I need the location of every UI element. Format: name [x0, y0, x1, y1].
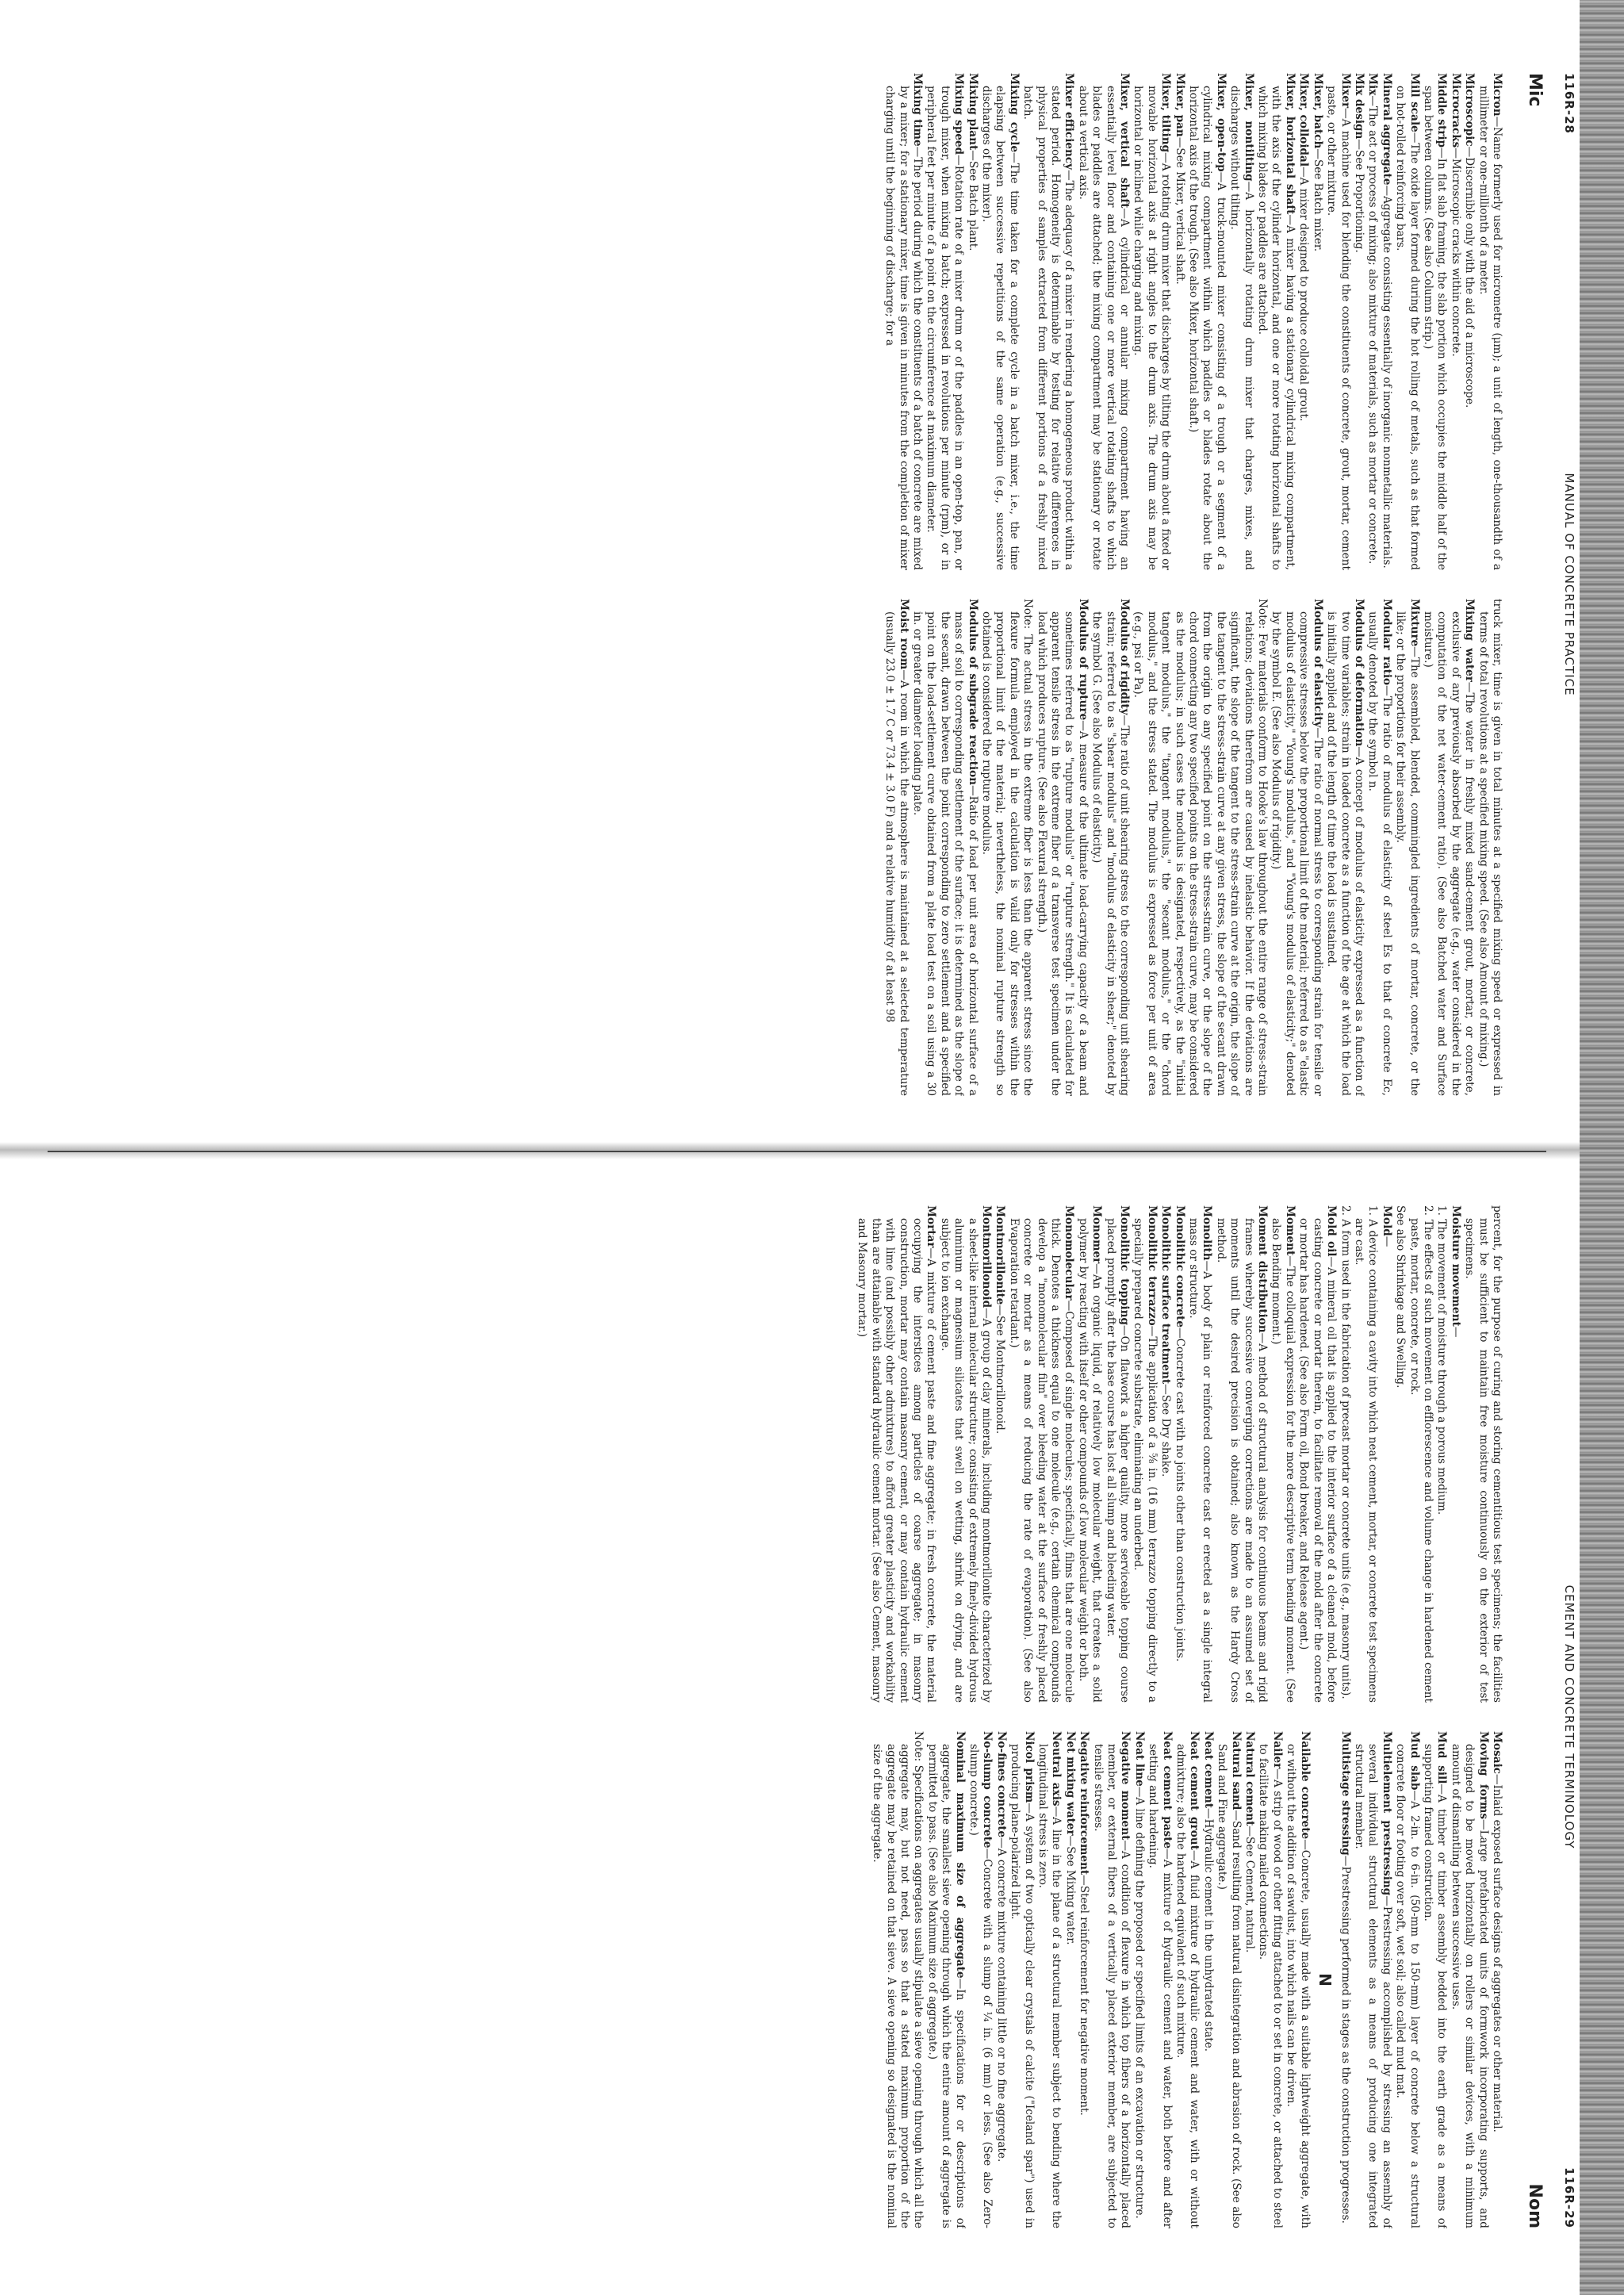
right-page-number: 116R-29 — [1562, 2167, 1576, 2228]
glossary-term: Mortar — [925, 1205, 938, 1248]
glossary-entry — [1132, 1731, 1145, 2228]
glossary-term: Monolithic surface treatment — [1159, 1205, 1173, 1385]
glossary-definition: —Concrete, usually made with a suitable lightweight aggregate, with or without the addition of sawdust, into which nails can be driven. — [1285, 1744, 1312, 2228]
glossary-term: Mixer, tilting — [1159, 73, 1173, 153]
glossary-entry — [1462, 1205, 1503, 1703]
glossary-entry — [1174, 1731, 1201, 2228]
glossary-entry — [1490, 1731, 1503, 2228]
glossary-term: Modulus of deformation — [1352, 599, 1365, 747]
glossary-entry — [1243, 1731, 1256, 2228]
glossary-definition: percent, for the purpose of curing and storing cementitious test specimens; the facilities must be sufficient to maintain free moisture continuously on the exterior of test specimens. — [1463, 1205, 1503, 1703]
glossary-term: Moment distribution — [1256, 1205, 1270, 1333]
glossary-definition: —A concrete mixture containing little or no fine aggregate. — [994, 1837, 1008, 2163]
glossary-definition: Note: The actual stress in the extreme fiber is less than the apparent stress since the flexure formula employed in the calculation is valid only for stresses within the proportional limit of the material; nevertheless, the nominal rupture strength so obtained is considered the rupture modulus. — [979, 599, 1035, 1096]
glossary-entry — [1255, 73, 1297, 570]
right-running-title: CEMENT AND CONCRETE TERMINOLOGY — [1562, 1584, 1576, 1849]
glossary-entry — [993, 1205, 1006, 1703]
glossary-entry — [1006, 1205, 1075, 1703]
glossary-entry — [1075, 73, 1131, 570]
glossary-definition: truck mixer, time is given in total minutes at a specified mixing speed or expressed in terms of total revolutions at a specified mixing speed. (See also Amount of mixing.) — [1477, 599, 1503, 1096]
glossary-definition: See also Shrinkage and Swelling. — [1394, 1205, 1408, 1389]
glossary-entry — [1448, 1731, 1489, 2228]
glossary-term: Negative moment — [1119, 1731, 1132, 1841]
glossary-term: Negative reinforcement — [1078, 1731, 1091, 1875]
glossary-entry — [1021, 73, 1076, 570]
glossary-definition: —The application of a ⅝ in. (16 mm) terrazzo topping directly to a specially prepared concrete substrate, eliminating an underbed. — [1132, 1218, 1159, 1703]
glossary-entry — [1269, 1205, 1297, 1703]
glossary-entry — [1186, 1205, 1214, 1703]
glossary-definition: —A rotating drum mixer that discharges by tilting the drum about a fixed or movable horizontal axis at right angles to the drum axis. The drum axis may be horizontal or inclined while charging and mixing. — [1132, 86, 1173, 570]
glossary-definition: —A cylindrical or annular mixing compartment having an essentially level floor and containing one or more vertical rotating shafts to which blades or paddles are attached; the mixing compartment may be stationary or rotate about a vertical axis. — [1076, 86, 1132, 570]
glossary-entry — [1338, 1731, 1351, 2228]
glossary-entry — [1365, 73, 1379, 570]
glossary-definition: —See Cement, natural. — [1243, 1826, 1257, 1953]
glossary-entry — [925, 1731, 966, 2228]
glossary-entry — [1324, 599, 1365, 1096]
glossary-term: Net mixing water — [1063, 1731, 1077, 1836]
glossary-term: Mud sill — [1435, 1731, 1449, 1784]
glossary-entry — [1201, 1731, 1214, 2228]
glossary-entry — [1075, 1205, 1103, 1703]
glossary-definition: —In flat slab framing, the slab portion which occupies the middle half of the span between columns. (See also Column strip.) — [1421, 86, 1449, 570]
glossary-term: Mosaic — [1491, 1731, 1503, 1775]
glossary-term: Microscopic — [1463, 73, 1477, 147]
glossary-definition: —A fluid mixture of hydraulic cement and water, with or without admixture; also the hardened equivalent of such mixture. — [1174, 1744, 1201, 2228]
glossary-entry — [1159, 1205, 1172, 1703]
glossary-term: Mixer, batch — [1311, 73, 1324, 149]
glossary-entry — [1008, 1731, 1036, 2228]
glossary-term: Moving forms — [1477, 1731, 1490, 1819]
glossary-entry — [1421, 1731, 1449, 2228]
left-guide-word: Mic — [1525, 73, 1545, 107]
right-page — [102, 1205, 1576, 2228]
glossary-entry — [965, 73, 979, 570]
glossary-term: Moment — [1283, 1205, 1297, 1256]
glossary-definition: —See Batch mixer. — [1311, 148, 1324, 252]
glossary-entry — [1131, 599, 1269, 1096]
glossary-entry — [1063, 1731, 1076, 2228]
glossary-term: Mold — [1380, 1205, 1393, 1236]
glossary-term: Mixing water — [1463, 599, 1477, 682]
glossary-definition: —See Mixing water. — [1063, 1835, 1077, 1945]
glossary-term: Natural cement — [1243, 1731, 1257, 1826]
glossary-definition: —See Proportioning. — [1352, 139, 1365, 253]
glossary-definition: —Prestressing accomplished by stressing an assembly of several individual structural elements as a means of producing one integrated structural member. — [1352, 1744, 1393, 2228]
glossary-definition: —Rotation rate of a mixer drum or of the paddles in an open-top, pan, or trough mixer, when mixing a batch; expressed in revolutions per minute (rpm), or in peripheral feet per minute of a point on the circumference at maximum diameter. — [925, 86, 966, 570]
glossary-term: Mixing time — [910, 73, 924, 147]
glossary-definition: —The ratio of normal stress to corresponding strain for tensile or compressive stresses below the proportional limit of the material; referred to as "elastic modulus of elasticity," "Young's modulus," and "Young's modulus of elasticity;" denoted by the symbol E. (See also Modulus of rigidity.) — [1270, 611, 1324, 1096]
glossary-term: Mix design — [1352, 73, 1365, 140]
glossary-entry — [1186, 73, 1228, 570]
glossary-term: Mixer, colloidal — [1297, 73, 1311, 167]
glossary-definition: —Aggregate consisting essentially of inorganic nonmetallic materials. — [1380, 185, 1393, 569]
glossary-definition: —Composed of single molecules; specifically, films that are one molecule thick. Denotes a thickness equal to one molecule (e.g., certain chemical compounds develop a "monomolecular film" over bleeding water at the surface of freshly placed concrete or mortar as a means of reducing the rate of evaporation). (See also Evaporation retardant.) — [1007, 1218, 1076, 1703]
glossary-term: Neat cement — [1201, 1731, 1215, 1809]
glossary-entry — [1434, 1205, 1448, 1703]
left-running-head — [1553, 73, 1576, 1096]
glossary-definition: —A line in the plane of a structural member subject to bending where the longitudinal stress is zero. — [1036, 1744, 1063, 2228]
left-page-columns — [102, 73, 1503, 1096]
glossary-definition: —Concrete with a slump of ¼ in. (6 mm) or less. (See also Zero-slump concrete.) — [967, 1744, 994, 2228]
glossary-entry — [1228, 73, 1255, 570]
glossary-term: Neutral axis — [1050, 1731, 1063, 1806]
glossary-term: Mixer, open-top — [1214, 73, 1228, 172]
glossary-entry — [1379, 1205, 1392, 1703]
glossary-entry — [1393, 1205, 1407, 1703]
glossary-term: Monolithic concrete — [1173, 1205, 1186, 1328]
glossary-term: Mud slab — [1408, 1731, 1421, 1791]
glossary-definition: 2. The effects of such movement on efflorescence and volume change in hardened cement paste, mortar, concrete, or rock. — [1408, 1205, 1434, 1703]
glossary-definition: —A machine used for blending the constituents of concrete, grout, mortar, cement paste, or other mixture. — [1325, 86, 1352, 570]
glossary-definition: —A mineral oil that is applied to the interior surface of a cleaned mold, before casting concrete or mortar therein, to facilitate removal of the mold after the concrete or mortar has hardened. (See also Form oil, Bond breaker, and Release agent.) — [1297, 1218, 1339, 1703]
glossary-term: Montmorillonoid — [979, 1205, 993, 1308]
glossary-definition: —A mixture of cement paste and fine aggregate; in fresh concrete, the material occupying the interstices among particles of coarse aggregate; in masonry construction, mortar may contain masonry cement, or may contain hydraulic cement with lime (and possibly other admixtures) to afford greater plasticity and workability than are attainable with standard hydraulic cement mortar. (See also Cement, masonry and Masonry mortar.) — [856, 1218, 938, 1703]
glossary-term: Modulus of elasticity — [1311, 599, 1324, 728]
glossary-definition: —A measure of the ultimate load-carrying capacity of a beam and sometimes referred to as "rupture modulus" or "rupture strength." It is calculated for apparent tensile stress in the extreme fiber of a transverse test specimen under the load which produces rupture. (See also Flexural strength.) — [1035, 611, 1090, 1096]
glossary-term: Multielement prestressing — [1380, 1731, 1393, 1896]
glossary-definition: —A mixer designed to produce colloidal grout. — [1297, 166, 1311, 422]
right-page-columns — [102, 1205, 1503, 2228]
glossary-term: Monomer — [1090, 1205, 1104, 1264]
glossary-entry — [1297, 73, 1310, 570]
glossary-term: Neat cement paste — [1160, 1731, 1174, 1849]
glossary-entry — [1324, 73, 1352, 570]
glossary-entry — [1034, 599, 1090, 1096]
glossary-entry — [1352, 1731, 1393, 2228]
glossary-definition: — — [1380, 1236, 1393, 1247]
glossary-term: Monolithic terrazzo — [1145, 1205, 1159, 1326]
glossary-term: Mixer, horizontal shaft — [1283, 73, 1297, 215]
glossary-entry — [1352, 73, 1365, 570]
right-running-head — [1553, 1205, 1576, 2228]
glossary-term: Moisture movement — [1449, 1205, 1462, 1327]
right-guide-word: Nom — [1525, 2183, 1545, 2228]
glossary-definition: —Inlaid exposed surface designs of aggregates or other material. — [1491, 1774, 1503, 2132]
glossary-entry — [967, 1731, 994, 2228]
glossary-term: Moist room — [897, 599, 910, 670]
glossary-entry — [855, 1205, 937, 1703]
glossary-entry — [1448, 1205, 1461, 1703]
glossary-definition: —See Batch plant. — [966, 150, 979, 251]
glossary-definition: —A body of plain or reinforced concrete cast or erected as a single integral mass or structure. — [1187, 1218, 1214, 1703]
glossary-term: No-fines concrete — [994, 1731, 1008, 1838]
glossary-term: Nailable concrete — [1298, 1731, 1312, 1840]
left-column-1 — [102, 73, 1503, 570]
glossary-definition: —See Dry shake. — [1159, 1384, 1173, 1477]
glossary-term: Microcracks — [1449, 73, 1462, 148]
left-running-title: MANUAL OF CONCRETE PRACTICE — [1562, 473, 1576, 696]
glossary-entry — [1090, 1731, 1132, 2228]
glossary-definition: —Sand resulting from natural disintegration and abrasion of rock. (See also Sand and Fine aggregate.) — [1216, 1744, 1243, 2228]
glossary-definition: —A condition of flexure in which top fibers of a horizontally placed member, or external fibers of a vertically placed exterior member, are subjected to tensile stresses. — [1091, 1744, 1132, 2228]
glossary-definition: —A mixture of hydraulic cement and water, both before and after setting and hardening. — [1147, 1744, 1174, 2228]
glossary-entry — [1213, 1205, 1269, 1703]
glossary-definition: —In specifications for or descriptions of aggregate, the smallest sieve opening through which the entire amount of aggregate is permitted to pass. (See also Maximum size of aggregate.) — [925, 1744, 967, 2228]
glossary-definition: —A concept of modulus of elasticity expressed as a function of two time variables; strain in loaded concrete as a function of the age at which the load is initially applied and of the length of time the load is sustained. — [1325, 611, 1365, 1096]
glossary-entry — [1172, 1205, 1185, 1703]
glossary-entry — [1103, 1205, 1131, 1703]
glossary-term: Mixture — [1408, 599, 1421, 647]
glossary-term: Monomolecular — [1063, 1205, 1076, 1301]
glossary-term: Natural sand — [1229, 1731, 1243, 1810]
glossary-term: Montmorillonite — [994, 1205, 1007, 1305]
glossary-entry — [1077, 1731, 1090, 2228]
glossary-entry — [883, 73, 924, 570]
glossary-definition: —A mixer having a stationary cylindrical mixing compartment, with the axis of the cylinder horizontal, and one or more rotating horizontal shafts to which mixing blades or paddles are attached. — [1256, 86, 1297, 570]
glossary-definition: —Large prefabricated units of formwork incorporating supports, and designed to be moved horizontally on rollers or similar devices, with a minimum amount of dismantling between successive uses. — [1449, 1744, 1490, 2228]
glossary-definition: —Ratio of load per unit area of horizontal surface of a mass of soil to corresponding settlement of the surface; it is determined as the slope of the secant, drawn between the point corresponding to zero settlement and a specified point on the load-settlement curve obtained from a plate load test on a soil using a 30 in. or greater diameter loading plate. — [910, 611, 979, 1096]
left-page — [102, 73, 1576, 1096]
glossary-term: Modulus of rupture — [1076, 599, 1090, 721]
glossary-definition: —A method of structural analysis for continuous beams and rigid frames whereby successive converging corrections are made to an assumed set of moments until the desired precision is obtained; also known as the Hardy Cross method. — [1214, 1218, 1270, 1703]
glossary-entry — [1393, 73, 1421, 570]
glossary-definition: —Concrete cast with no joints other than construction joints. — [1173, 1327, 1186, 1662]
glossary-entry — [1269, 599, 1324, 1096]
glossary-definition: —Prestressing performed in stages as the construction progresses. — [1339, 1855, 1352, 2224]
glossary-definition: —The adequacy of a mixer in rendering a homogeneous product within a stated period. Homogeneity is determinable by testing for relative differences in physical properties of samples extracted from different portions of a freshly mixed batch. — [1021, 86, 1076, 570]
glossary-entry — [870, 1731, 925, 2228]
glossary-definition: —The period during which the constituents of a batch of concrete are mixed by a mixer; for a stationary mixer, time is given in minutes from the completion of mixer charging until the beginning of discharge; for a — [883, 86, 924, 570]
glossary-entry — [1256, 1731, 1284, 2228]
glossary-definition: —Hydraulic cement in the unhydrated state. — [1201, 1808, 1215, 2052]
glossary-definition: —A system of two optically clear crystals of calcite ("Iceland spar") used in producing plane-polarized light. — [1009, 1744, 1036, 2228]
glossary-term: Nominal maximum size of aggregate — [953, 1731, 967, 1979]
glossary-term: Mixer efficiency — [1063, 73, 1076, 170]
glossary-definition: —The water in freshly mixed sand-cement grout, mortar, or concrete, exclusive of any previously absorbed by the aggregate (e.g., water considered in the computation of the net water-cement ratio). (See also Batched water and Surface moisture.) — [1421, 611, 1477, 1096]
glossary-term: Mix — [1366, 73, 1380, 96]
glossary-definition: —A truck-mounted mixer consisting of a trough or a segment of a cylindrical mixing compartment within which paddles or blades rotate about the horizontal axis of the trough. (See also Mixer, horizontal shaft.) — [1187, 86, 1228, 570]
glossary-entry — [1407, 1205, 1434, 1703]
glossary-entry — [1090, 599, 1131, 1096]
glossary-definition: —The act or process of mixing; also mixture of materials, such as mortar or concrete. — [1366, 95, 1380, 565]
glossary-definition: —Steel reinforcement for negative moment. — [1078, 1875, 1091, 2116]
glossary-term: Monolithic topping — [1118, 1205, 1132, 1325]
glossary-term: Micron — [1491, 73, 1503, 117]
right-column-2 — [102, 1731, 1503, 2228]
glossary-definition: —A timber or timber assembly bedded into the earth grade as a means of supporting framed construction. — [1421, 1744, 1449, 2228]
glossary-entry — [1297, 1205, 1338, 1703]
right-column-1 — [102, 1205, 1503, 1703]
glossary-entry — [1448, 73, 1461, 570]
glossary-term: Mixer, pan — [1173, 73, 1186, 137]
glossary-entry — [1131, 73, 1172, 570]
glossary-entry — [1131, 1205, 1159, 1703]
glossary-definition: —The time taken for a complete cycle in a batch mixer, i.e., the time elapsing between successive repetitions of the same operation (e.g., successive discharges of the mixer). — [979, 86, 1021, 570]
glossary-term: Neat line — [1132, 1731, 1146, 1787]
glossary-definition: —The oxide layer formed during the hot rolling of metals, such as that formed on hot-rolled reinforcing bars. — [1394, 86, 1421, 570]
glossary-definition: —Discernible only with the aid of a microscope. — [1463, 146, 1477, 408]
glossary-entry — [910, 599, 979, 1096]
glossary-entry — [1393, 1731, 1421, 2228]
glossary-entry — [1476, 599, 1503, 1096]
glossary-definition: —Microscopic cracks within concrete. — [1449, 148, 1462, 357]
glossary-entry — [1393, 599, 1421, 1096]
glossary-term: Mixing plant — [966, 73, 979, 151]
left-column-2 — [102, 599, 1503, 1096]
glossary-term: Mixer — [1339, 73, 1352, 109]
glossary-term: No-slump concrete — [981, 1731, 994, 1849]
glossary-definition: 2. A form used in the fabrication of precast mortar or concrete units (e.g., masonry units). — [1339, 1205, 1352, 1699]
glossary-definition: —The colloquial expression for the more descriptive term bending moment. (See also Bending moment.) — [1270, 1218, 1297, 1703]
glossary-entry — [1036, 1731, 1063, 2228]
glossary-entry — [1462, 73, 1476, 570]
glossary-term: Modulus of rigidity — [1118, 599, 1132, 715]
glossary-entry — [979, 599, 1035, 1096]
glossary-term: Modular ratio — [1380, 599, 1393, 686]
glossary-term: Mixer, nontilting — [1242, 73, 1255, 182]
glossary-entry — [924, 73, 965, 570]
glossary-entry — [1146, 1731, 1174, 2228]
glossary-entry — [1172, 73, 1185, 570]
glossary-entry — [1365, 599, 1393, 1096]
glossary-definition: —See Mixer, vertical shaft. — [1173, 136, 1186, 285]
glossary-entry — [1476, 73, 1503, 570]
glossary-definition: Note: Specifications on aggregates usually stipulate a sieve opening through which all the aggregate may, but not need, pass so that a stated maximum proportion of the aggregate may be retained on that sieve. A sieve opening so designated is the nominal size of the aggregate. — [871, 1731, 925, 2228]
glossary-entry — [883, 599, 910, 1096]
glossary-term: Mill scale — [1408, 73, 1421, 132]
glossary-definition: —A room in which the atmosphere is maintained at a selected temperature (usually 23.0 ± 1.7 C or 73.4 ± 3.0 F) and a relative humidity of at least 98 — [883, 611, 910, 1096]
glossary-definition: —Name formerly used for micrometre (μm); a unit of length, one-thousandth of a millimeter or one-millionth of a meter. — [1477, 86, 1503, 570]
glossary-definition: 1. A device containing a cavity into which neat cement, mortar, or concrete test specimens are cast. — [1352, 1205, 1380, 1703]
glossary-entry — [1421, 599, 1477, 1096]
glossary-entry — [1352, 1205, 1380, 1703]
glossary-definition: — — [1449, 1326, 1462, 1338]
left-page-number: 116R-28 — [1562, 73, 1576, 134]
glossary-term: Neat cement grout — [1188, 1731, 1201, 1850]
glossary-term: Nailer — [1270, 1731, 1284, 1769]
glossary-definition: —The ratio of unit shearing stress to the corresponding unit shearing strain; referred to as "shear modulus" and "modulus of elasticity in shear;" denoted by the symbol G. (See also Modulus of elasticity.) — [1090, 611, 1132, 1096]
glossary-definition: Note: Few materials conform to Hooke's law throughout the entire range of stress-strain relations; deviations therefrom are caused by inelastic behavior. If the deviations are significant, the slope of the tangent to the stress-strain curve at the origin, the slope of the tangent to the stress-strain curve at any given stress, the slope of the secant drawn from the origin to any specified point on the stress-strain curve, or the slope of the chord connecting any two specified points on the stress-strain curve, may be considered as the modulus; in such cases the modulus is designated, respectively, as the "initial tangent modulus," the "tangent modulus," the "secant modulus," or the "chord modulus," and the stress stated. The modulus is expressed as force per unit of area (e.g., psi or Pa). — [1132, 599, 1270, 1096]
glossary-term: Mineral aggregate — [1380, 73, 1393, 186]
glossary-term: Modulus of subgrade reaction — [966, 599, 979, 786]
section-letter: N — [1316, 1973, 1335, 1987]
glossary-definition: —A strip of wood or other fitting attached to or set in concrete, or attached to steel to facilitate making nailed connections. — [1257, 1744, 1284, 2228]
glossary-entry — [1215, 1731, 1243, 2228]
glossary-term: Monolith — [1201, 1205, 1214, 1261]
glossary-entry — [979, 73, 1021, 570]
glossary-term: Mixing speed — [952, 73, 966, 155]
glossary-definition: —An organic liquid, of relatively low molecular weight, that creates a solid polymer by reacting with itself or other compounds of low molecular weight or both. — [1076, 1218, 1104, 1703]
glossary-definition: —The ratio of modulus of elasticity of steel Es to that of concrete Ec, usually denoted by the symbol n. — [1366, 611, 1393, 1096]
glossary-term: Nicol prism — [1022, 1731, 1036, 1803]
glossary-entry — [1338, 1205, 1351, 1703]
glossary-entry — [1421, 73, 1449, 570]
glossary-term: Middle strip — [1435, 73, 1449, 148]
glossary-term: Mixing cycle — [1007, 73, 1021, 153]
glossary-term: Multistage stressing — [1339, 1731, 1352, 1856]
glossary-definition: 1. The movement of moisture through a porous medium. — [1435, 1205, 1449, 1515]
glossary-definition: —See Montmorillonoid. — [994, 1305, 1007, 1435]
glossary-entry — [994, 1731, 1007, 2228]
glossary-entry — [1284, 1731, 1312, 2228]
glossary-entry — [1379, 73, 1392, 570]
glossary-term: Mold oil — [1325, 1205, 1339, 1257]
glossary-definition: —On flatwork a higher quality, more serviceable topping course placed promptly after the base course has lost all slump and bleeding water. — [1104, 1218, 1132, 1703]
glossary-definition: —The assembled, blended, commingled ingredients of mortar, concrete, or the like; or the proportions for their assembly. — [1394, 611, 1421, 1096]
glossary-term: Mixer, vertical shaft — [1118, 73, 1132, 209]
glossary-definition: —A 2-in. to 6-in. (50-mm to 150-mm) layer of concrete below a structural concrete floor or footing over soft, wet soil; also called mud mat. — [1394, 1744, 1421, 2228]
glossary-definition: —A line defining the proposed or specified limits of an excavation or structure. — [1132, 1786, 1146, 2219]
glossary-definition: —A horizontally rotating drum mixer that charges, mixes, and discharges without tilting. — [1228, 86, 1255, 570]
glossary-definition: —A group of clay minerals, including montmorillonite characterized by a sheet-like internal molecular structure; consisting of extremely finely-divided hydrous aluminum or magnesium silicates that swell on wetting, shrink on drying, and are subject to ion exchange. — [938, 1218, 993, 1703]
glossary-entry — [937, 1205, 993, 1703]
glossary-entry — [1310, 73, 1323, 570]
